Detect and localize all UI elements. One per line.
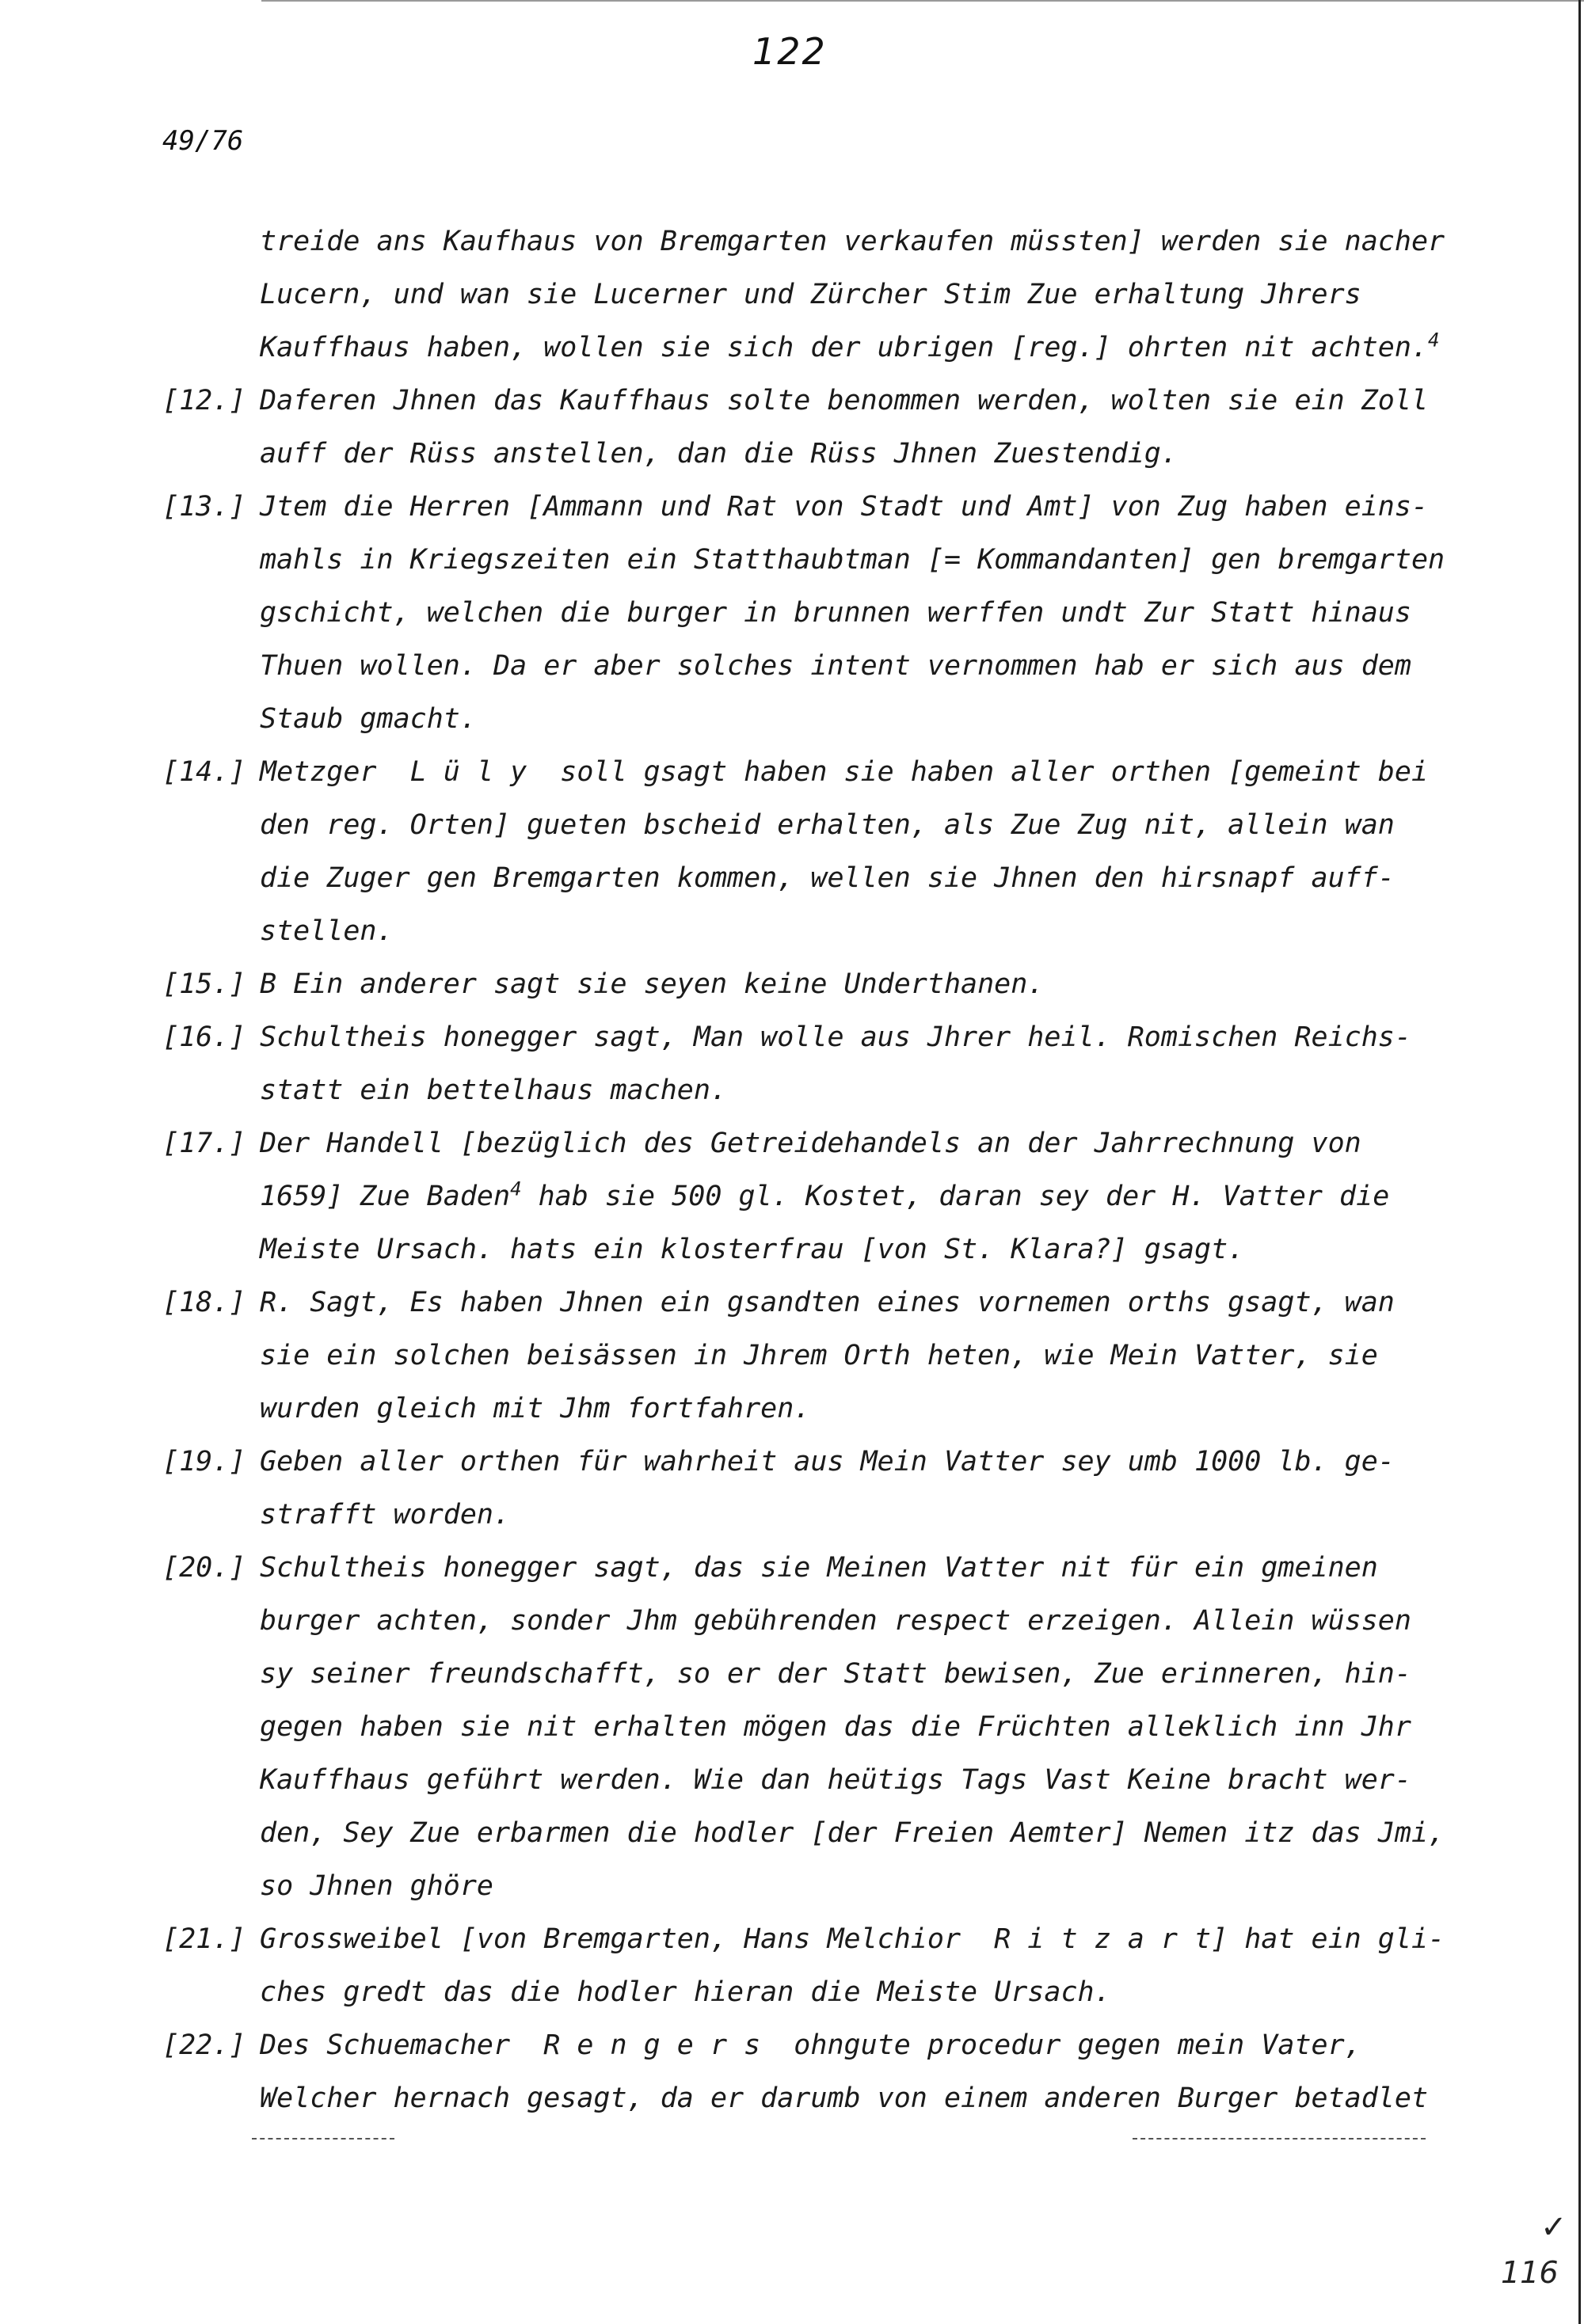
- paragraph-15: [162, 958, 1461, 1011]
- paragraph-22: [162, 2019, 1461, 2125]
- document-reference: 49/76: [162, 125, 244, 157]
- text-line: den, Sey Zue erbarmen die hodler [der Freien Aemter] Nemen itz das Jmi,: [260, 1817, 1445, 1849]
- paragraph-17: [162, 1117, 1461, 1276]
- text-line: B Ein anderer sagt sie seyen keine Underthanen.: [260, 968, 1045, 1000]
- text-line: auff der Rüss anstellen, dan die Rüss Jhnen Zuestendig.: [260, 438, 1178, 470]
- paragraph-text: [260, 1276, 1461, 1436]
- text-line: sy seiner freundschafft, so er der Statt bewisen, Zue erinneren, hin-: [260, 1658, 1411, 1690]
- text-line: treide ans Kaufhaus von Bremgarten verkaufen müssten] werden sie nacher: [260, 226, 1445, 257]
- check-mark-icon: ✓: [1540, 2209, 1567, 2246]
- paragraph-text: [260, 1117, 1461, 1276]
- paragraph-number: [12.]: [162, 385, 246, 416]
- paragraph-14: [162, 746, 1461, 958]
- paragraph-text: [260, 481, 1461, 746]
- paragraph-text: [260, 1436, 1461, 1542]
- text-line: stellen.: [260, 915, 394, 947]
- paragraph-number: [18.]: [162, 1287, 246, 1318]
- text-line: Geben aller orthen für wahrheit aus Mein Vatter sey umb 1000 lb. ge-: [260, 1446, 1395, 1478]
- paragraph-18: [162, 1276, 1461, 1436]
- text-line: die Zuger gen Bremgarten kommen, wellen sie Jhnen den hirsnapf auff-: [260, 862, 1395, 894]
- text-line: ches gredt das die hodler hieran die Meiste Ursach.: [260, 1976, 1111, 2008]
- paragraph-number: [17.]: [162, 1128, 246, 1159]
- text-line: Thuen wollen. Da er aber solches intent vernommen hab er sich aus dem: [260, 650, 1411, 682]
- text-line: Schultheis honegger sagt, Man wolle aus Jhrer heil. Romischen Reichs-: [260, 1021, 1411, 1053]
- paragraph-continuation: [162, 215, 1461, 375]
- text-line: mahls in Kriegszeiten ein Statthaubtman [= Kommandanten] gen bremgarten: [260, 544, 1445, 576]
- paragraph-number: [162, 215, 260, 375]
- paragraph-20: [162, 1542, 1461, 1913]
- text-line: so Jhnen ghöre: [260, 1870, 494, 1902]
- text-line: R. Sagt, Es haben Jhnen ein gsandten eines vornemen orths gsagt, wan: [260, 1287, 1395, 1318]
- paragraph-16: [162, 1011, 1461, 1117]
- footnote-marker: 4: [510, 1177, 522, 1200]
- paragraph-number: [16.]: [162, 1021, 246, 1053]
- text-line: Lucern, und wan sie Lucerner und Zürcher Stim Zue erhaltung Jhrers: [260, 279, 1361, 310]
- text-line: [260, 321, 1461, 375]
- paragraph-number: [14.]: [162, 756, 246, 788]
- text-line: Staub gmacht.: [260, 703, 477, 735]
- paragraph-text: [260, 375, 1461, 481]
- paragraph-number: [13.]: [162, 491, 246, 523]
- footnote-separator-right: [1133, 2138, 1426, 2140]
- text-line: Des Schuemacher R e n g e r s ohngute procedur gegen mein Vater,: [260, 2029, 1361, 2061]
- paragraph-number: [21.]: [162, 1923, 246, 1955]
- text-line: gegen haben sie nit erhalten mögen das die Früchten alleklich inn Jhr: [260, 1711, 1411, 1743]
- right-edge-rule: [1578, 0, 1581, 2324]
- text-line-content: Kauffhaus haben, wollen sie sich der ubrigen [reg.] ohrten nit achten.: [260, 332, 1429, 363]
- footnote-separator-left: [252, 2138, 394, 2140]
- text-line: Der Handell [bezüglich des Getreidehandels an der Jahrrechnung von: [260, 1128, 1361, 1159]
- text-line: Meiste Ursach. hats ein klosterfrau [von St. Klara?] gsagt.: [260, 1234, 1245, 1265]
- paragraph-text: [260, 215, 1461, 375]
- text-line: [260, 1170, 1461, 1223]
- text-line: den reg. Orten] gueten bscheid erhalten, als Zue Zug nit, allein wan: [260, 809, 1395, 841]
- paragraph-text: [260, 746, 1461, 958]
- paragraph-number: [15.]: [162, 968, 246, 1000]
- text-line: sie ein solchen beisässen in Jhrem Orth heten, wie Mein Vatter, sie: [260, 1340, 1378, 1371]
- text-line-content: hab sie 500 gl. Kostet, daran sey der H. Vatter die: [521, 1181, 1390, 1212]
- text-line: strafft worden.: [260, 1499, 511, 1531]
- paragraph-text: [260, 1011, 1461, 1117]
- paragraph-text: [260, 2019, 1461, 2125]
- paragraph-13: [162, 481, 1461, 746]
- text-line: statt ein bettelhaus machen.: [260, 1075, 728, 1106]
- text-line: Grossweibel [von Bremgarten, Hans Melchior R i t z a r t] hat ein gli-: [260, 1923, 1445, 1955]
- folio-number: 122: [752, 30, 827, 73]
- text-line: Kauffhaus geführt werden. Wie dan heütigs Tags Vast Keine bracht wer-: [260, 1764, 1411, 1796]
- paragraph-text: [260, 1542, 1461, 1913]
- transcription-body: [162, 215, 1461, 2125]
- text-line: gschicht, welchen die burger in brunnen werffen undt Zur Statt hinaus: [260, 597, 1411, 629]
- text-line: wurden gleich mit Jhm fortfahren.: [260, 1393, 811, 1424]
- text-line: Jtem die Herren [Ammann und Rat von Stadt und Amt] von Zug haben eins-: [260, 491, 1429, 523]
- text-line: Schultheis honegger sagt, das sie Meinen Vatter nit für ein gmeinen: [260, 1552, 1378, 1584]
- footnote-marker: 4: [1428, 329, 1440, 352]
- paragraph-number: [20.]: [162, 1552, 246, 1584]
- paragraph-text: [260, 1913, 1461, 2019]
- text-line-content: 1659] Zue Baden: [260, 1181, 511, 1212]
- paragraph-21: [162, 1913, 1461, 2019]
- text-line: Metzger L ü l y soll gsagt haben sie haben aller orthen [gemeint bei: [260, 756, 1429, 788]
- handwritten-page-mark: 116: [1501, 2255, 1559, 2290]
- paragraph-number: [19.]: [162, 1446, 246, 1478]
- paragraph-text: [260, 958, 1461, 1011]
- text-line: Welcher hernach gesagt, da er darumb von einem anderen Burger betadlet: [260, 2082, 1429, 2114]
- top-edge-rule: [261, 0, 1584, 2]
- text-line: Daferen Jhnen das Kauffhaus solte benommen werden, wolten sie ein Zoll: [260, 385, 1429, 416]
- paragraph-number: [22.]: [162, 2029, 246, 2061]
- paragraph-19: [162, 1436, 1461, 1542]
- text-line: burger achten, sonder Jhm gebührenden respect erzeigen. Allein wüssen: [260, 1605, 1411, 1637]
- paragraph-12: [162, 375, 1461, 481]
